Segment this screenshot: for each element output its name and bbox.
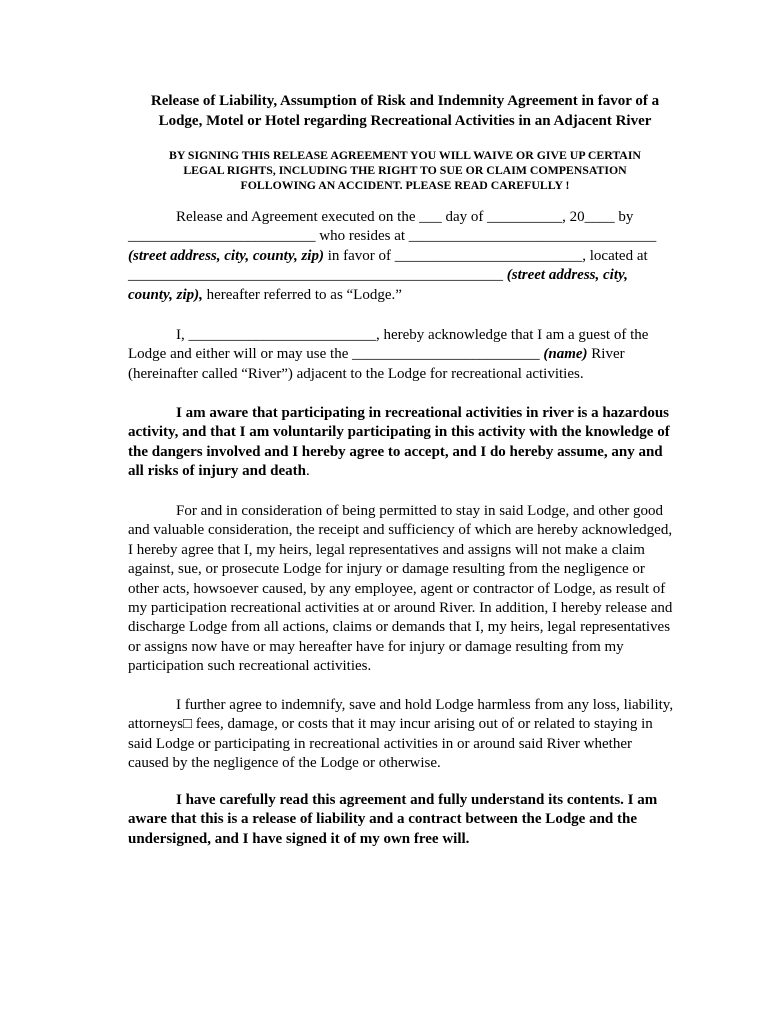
warning-line: FOLLOWING AN ACCIDENT. PLEASE READ CAREFULLY ! bbox=[240, 177, 570, 192]
address-hint: (street address, city, county, zip) bbox=[128, 247, 324, 264]
paragraph-line bbox=[128, 266, 688, 285]
warning-line: LEGAL RIGHTS, INCLUDING THE RIGHT TO SUE OR CLAIM COMPENSATION bbox=[183, 162, 627, 177]
risk-assumption-paragraph bbox=[128, 404, 688, 482]
paragraph-line bbox=[128, 286, 688, 305]
paragraph-line: activity, and that I am voluntarily participating in this activity with the knowledge of bbox=[128, 424, 670, 441]
warning-line: BY SIGNING THIS RELEASE AGREEMENT YOU WILL WAIVE OR GIVE UP CERTAIN bbox=[169, 148, 641, 162]
paragraph-line: caused by the negligence of the Lodge or otherwise. bbox=[128, 755, 441, 772]
paragraph-line bbox=[128, 247, 688, 266]
paragraph-line: the dangers involved and I hereby agree to accept, and I do hereby assume, any and bbox=[128, 443, 663, 460]
paragraph-line: undersigned, and I have signed it of my own free will. bbox=[128, 830, 470, 847]
paragraph-line: attorneys□ fees, damage, or costs that it may incur arising out of or related to staying in bbox=[128, 716, 653, 733]
paragraph-line bbox=[128, 462, 688, 481]
line-text: __________________________________________________ bbox=[128, 267, 507, 284]
paragraph-line: participation such recreational activities. bbox=[128, 658, 372, 675]
paragraph-line: said Lodge or participating in recreational activities in or around said River whether bbox=[128, 735, 632, 752]
paragraph-line: aware that this is a release of liability and a contract between the Lodge and the bbox=[128, 811, 637, 828]
paragraph-line: For and in consideration of being permitted to stay in said Lodge, and other good bbox=[176, 503, 663, 519]
paragraph-line: my participation recreational activities at or around River. In addition, I hereby release and bbox=[128, 600, 673, 617]
paragraph-line bbox=[128, 345, 688, 364]
line-text: River bbox=[587, 346, 625, 363]
line-text: hereafter referred to as “Lodge.” bbox=[202, 286, 402, 303]
paragraph-line: or assigns now have or may hereafter have for injury or damage resulting from my bbox=[128, 638, 624, 655]
title-line: Lodge, Motel or Hotel regarding Recreational Activities in an Adjacent River bbox=[158, 112, 652, 129]
paragraph-line: I have carefully read this agreement and fully understand its contents. I am bbox=[176, 792, 658, 808]
acknowledgement-paragraph bbox=[128, 791, 688, 849]
title-line: Release of Liability, Assumption of Risk and Indemnity Agreement in favor of a bbox=[150, 93, 660, 109]
paragraph-line: _________________________ who resides at _________________________________ bbox=[128, 228, 657, 245]
guest-acknowledgement-paragraph bbox=[128, 326, 688, 384]
paragraph-line: I, _________________________, hereby acknowledge that I am a guest of the bbox=[176, 327, 649, 343]
paragraph-line: Release and Agreement executed on the ___ day of __________, 20____ by bbox=[176, 209, 634, 225]
agreement-execution-paragraph bbox=[128, 208, 688, 305]
paragraph-line: I am aware that participating in recreational activities in river is a hazardous bbox=[176, 405, 670, 421]
address-hint: county, zip), bbox=[128, 286, 203, 303]
line-text: in favor of _________________________, located at bbox=[323, 247, 648, 264]
line-text: . bbox=[305, 463, 310, 480]
name-hint: (name) bbox=[543, 346, 588, 363]
paragraph-line: I further agree to indemnify, save and hold Lodge harmless from any loss, liability, bbox=[176, 697, 674, 713]
waiver-warning bbox=[120, 148, 690, 192]
address-hint: (street address, city, bbox=[506, 267, 628, 284]
paragraph-line: other acts, howsoever caused, by any employee, agent or contractor of Lodge, as result of bbox=[128, 580, 666, 597]
paragraph-line: against, sue, or prosecute Lodge for injury or damage resulting from the negligence or bbox=[128, 561, 645, 578]
line-text: all risks of injury and death bbox=[128, 463, 306, 480]
line-text: Lodge and either will or may use the _________________________ bbox=[128, 346, 544, 363]
paragraph-line: and valuable consideration, the receipt and sufficiency of which are hereby acknowledged, bbox=[128, 522, 673, 539]
paragraph-line: discharge Lodge from all actions, claims or demands that I, my heirs, legal representatives bbox=[128, 619, 671, 636]
release-paragraph bbox=[128, 502, 688, 677]
paragraph-line: (hereinafter called “River”) adjacent to the Lodge for recreational activities. bbox=[128, 365, 584, 382]
indemnity-paragraph bbox=[128, 696, 688, 774]
paragraph-line: I hereby agree that I, my heirs, legal representatives and assigns will not make a claim bbox=[128, 541, 645, 558]
document-title bbox=[100, 92, 710, 131]
